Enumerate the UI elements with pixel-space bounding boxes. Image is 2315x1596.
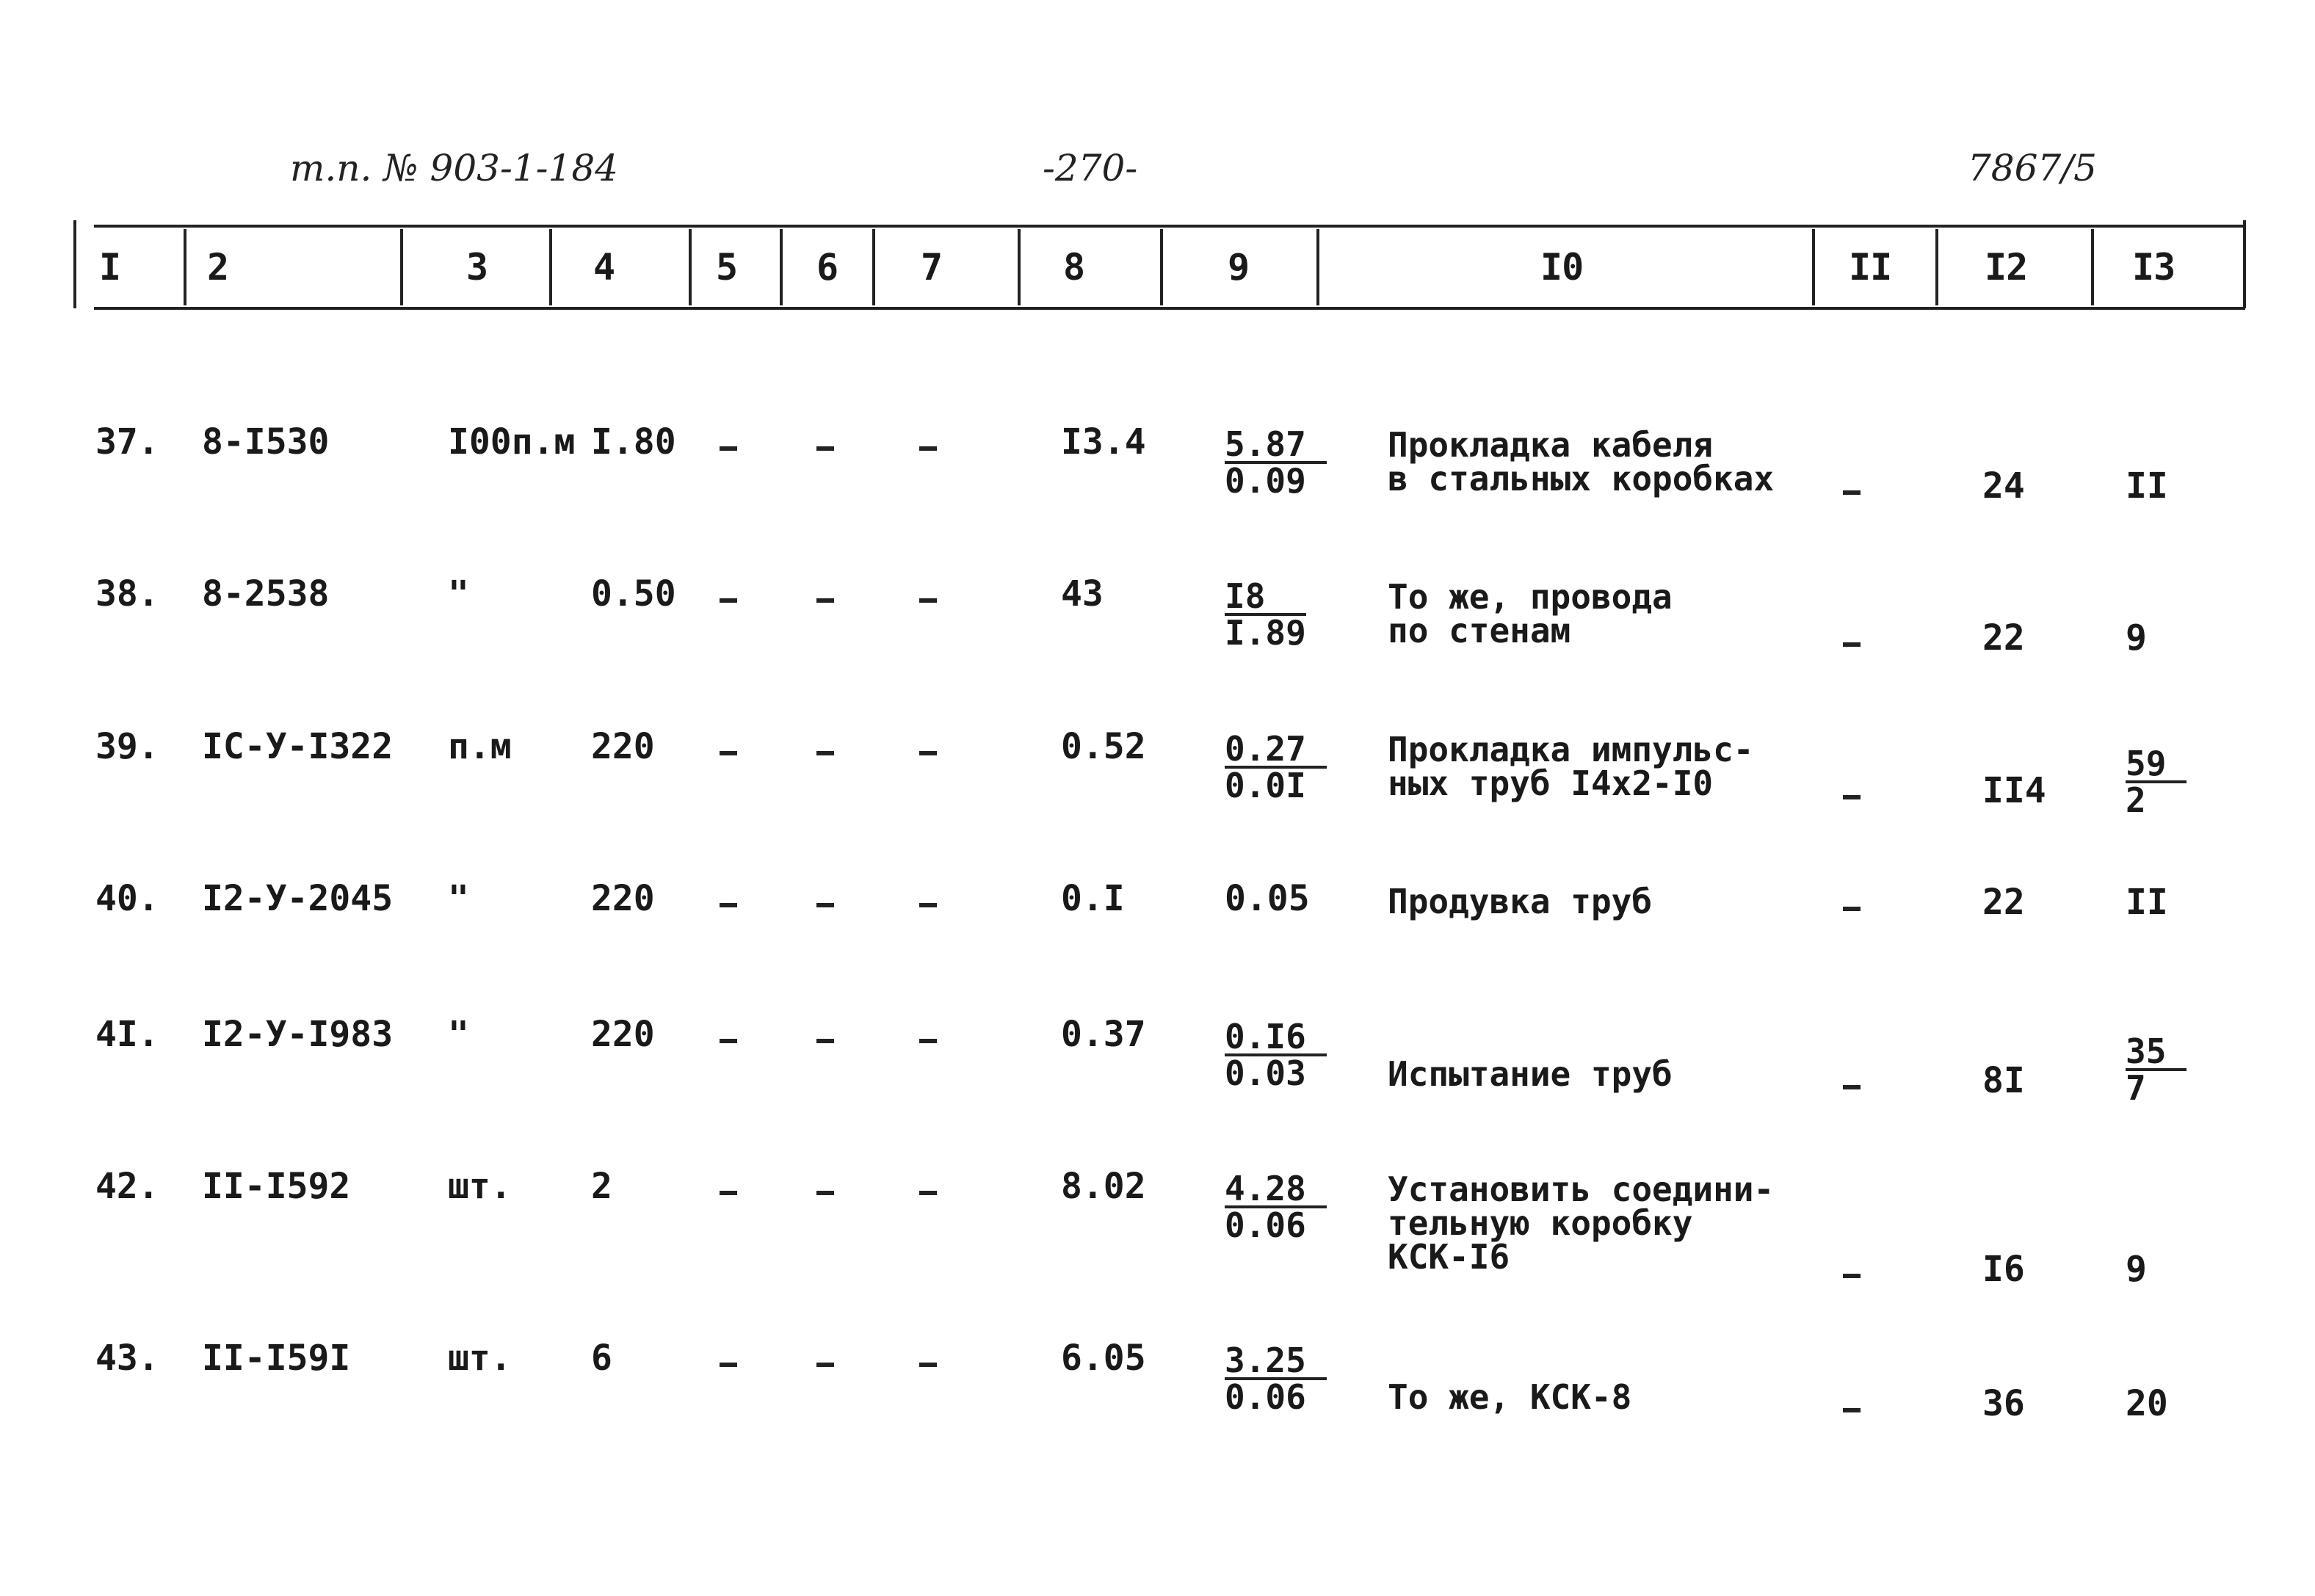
work-description <box>1388 882 1653 921</box>
col9-fraction <box>1225 729 1327 805</box>
quantity: 220 <box>591 878 655 919</box>
description-line: То же, КСК-8 <box>1388 1377 1632 1417</box>
quantity: 6 <box>591 1338 612 1379</box>
col5-dash <box>720 1191 737 1195</box>
col13-value: 20 <box>2126 1383 2168 1424</box>
col8-value: 8.02 <box>1061 1166 1146 1207</box>
col7-dash <box>919 1191 937 1195</box>
header-column-divider <box>1316 229 1319 305</box>
col11-dash <box>1843 907 1861 911</box>
fraction-denominator: 0.03 <box>1225 1053 1306 1093</box>
header-column-divider <box>549 229 552 305</box>
column-header: II <box>1849 246 1892 289</box>
row-number: 39. <box>95 726 159 767</box>
fraction-denominator: 0.06 <box>1225 1377 1306 1417</box>
quantity: 220 <box>591 1014 655 1055</box>
document-code: 7867/5 <box>1968 147 2097 189</box>
fraction-denominator: 0.09 <box>1225 461 1306 501</box>
work-description <box>1388 1169 1775 1277</box>
header-column-divider <box>400 229 403 305</box>
col8-value: 6.05 <box>1061 1338 1146 1379</box>
fraction-denominator: 0.0I <box>1225 766 1306 805</box>
header-column-divider <box>1935 229 1938 305</box>
unit: п.м <box>448 726 512 767</box>
fraction-numerator: 35 <box>2126 1034 2187 1071</box>
col7-dash <box>919 903 937 907</box>
col6-dash <box>816 1191 834 1195</box>
description-line: в стальных коробках <box>1388 459 1775 498</box>
col13-value: II <box>2126 465 2168 507</box>
column-header: 4 <box>593 246 615 289</box>
row-number: 38. <box>95 573 159 614</box>
col11-dash <box>1843 1085 1861 1089</box>
work-description <box>1388 730 1754 803</box>
col7-dash <box>919 751 937 755</box>
col13-value: II <box>2126 882 2168 923</box>
col6-dash <box>816 446 834 451</box>
col7-dash <box>919 446 937 451</box>
norm-code: 8-I530 <box>202 421 330 463</box>
header-column-divider <box>2243 220 2246 308</box>
project-number: т.п. № 903-1-184 <box>290 147 618 189</box>
header-column-divider <box>73 220 76 308</box>
description-line: Прокладка импульс- <box>1388 730 1754 769</box>
header-top-rule <box>94 225 2245 228</box>
col13-value: 9 <box>2126 1249 2147 1290</box>
col12-value: I6 <box>1982 1249 2025 1290</box>
quantity: 220 <box>591 726 655 767</box>
col6-dash <box>816 598 834 603</box>
description-line: тельную коробку <box>1388 1203 1693 1243</box>
column-header: I2 <box>1985 246 2028 289</box>
col11-dash <box>1843 490 1861 495</box>
unit: " <box>448 1014 469 1055</box>
row-number: 40. <box>95 878 159 919</box>
work-description <box>1388 425 1775 498</box>
col6-dash <box>816 1363 834 1367</box>
column-header: 9 <box>1228 246 1250 289</box>
col9-value: 0.05 <box>1225 878 1310 919</box>
norm-code: I2-У-I983 <box>202 1014 394 1055</box>
unit: I00п.м <box>448 421 576 463</box>
col6-dash <box>816 1039 834 1043</box>
column-header: I3 <box>2132 246 2175 289</box>
page-number: -270- <box>1043 147 1138 189</box>
row-number: 4I. <box>95 1014 159 1055</box>
description-line: ных труб I4х2-I0 <box>1388 763 1714 803</box>
header-column-divider <box>872 229 875 305</box>
unit: " <box>448 878 469 919</box>
norm-code: II-I59I <box>202 1338 351 1379</box>
col11-dash <box>1843 1408 1861 1412</box>
fraction-numerator: 0.27 <box>1225 732 1327 769</box>
unit: шт. <box>448 1166 512 1207</box>
col8-value: I3.4 <box>1061 421 1146 463</box>
col9-fraction <box>1225 576 1306 653</box>
col6-dash <box>816 903 834 907</box>
column-header: I <box>99 246 121 289</box>
col9-fraction <box>1225 1341 1327 1417</box>
column-header: 3 <box>466 246 488 289</box>
col8-value: 0.37 <box>1061 1014 1146 1055</box>
description-line: КСК-I6 <box>1388 1237 1510 1277</box>
col12-value: 36 <box>1982 1383 2025 1424</box>
header-column-divider <box>1812 229 1815 305</box>
fraction-numerator: 0.I6 <box>1225 1020 1327 1056</box>
norm-code: I2-У-2045 <box>202 878 394 919</box>
fraction-numerator: 5.87 <box>1225 427 1327 464</box>
fraction-denominator: 0.06 <box>1225 1205 1306 1245</box>
column-header: 7 <box>921 246 943 289</box>
fraction-numerator: 59 <box>2126 747 2187 783</box>
col13-value: 9 <box>2126 617 2147 659</box>
col13-fraction <box>2126 744 2187 820</box>
unit: " <box>448 573 469 614</box>
header-column-divider <box>780 229 783 305</box>
col7-dash <box>919 598 937 603</box>
col5-dash <box>720 446 737 451</box>
fraction-numerator: 3.25 <box>1225 1343 1327 1380</box>
fraction-numerator: I8 <box>1225 579 1306 616</box>
header-column-divider <box>2091 229 2094 305</box>
col7-dash <box>919 1363 937 1367</box>
column-header: 6 <box>816 246 838 289</box>
description-line: То же, провода <box>1388 577 1673 617</box>
col5-dash <box>720 751 737 755</box>
description-line: Установить соедини- <box>1388 1169 1775 1209</box>
col11-dash <box>1843 642 1861 647</box>
col5-dash <box>720 1039 737 1043</box>
col12-value: 22 <box>1982 617 2025 659</box>
col8-value: 0.52 <box>1061 726 1146 767</box>
fraction-denominator: I.89 <box>1225 613 1306 653</box>
work-description <box>1388 1054 1673 1094</box>
column-header: 8 <box>1063 246 1085 289</box>
header-column-divider <box>1018 229 1021 305</box>
column-header: 5 <box>716 246 738 289</box>
fraction-numerator: 4.28 <box>1225 1172 1327 1208</box>
column-header: I0 <box>1540 246 1584 289</box>
col12-value: 8I <box>1982 1060 2025 1101</box>
col11-dash <box>1843 1274 1861 1278</box>
col13-fraction <box>2126 1031 2187 1108</box>
work-description <box>1388 577 1673 650</box>
quantity: 2 <box>591 1166 612 1207</box>
fraction-denominator: 7 <box>2126 1068 2146 1108</box>
col12-value: II4 <box>1982 770 2046 811</box>
fraction-denominator: 2 <box>2126 780 2146 820</box>
norm-code: II-I592 <box>202 1166 351 1207</box>
col8-value: 0.I <box>1061 878 1125 919</box>
row-number: 42. <box>95 1166 159 1207</box>
col11-dash <box>1843 795 1861 799</box>
col12-value: 22 <box>1982 882 2025 923</box>
col5-dash <box>720 903 737 907</box>
col6-dash <box>816 751 834 755</box>
row-number: 37. <box>95 421 159 463</box>
header-column-divider <box>689 229 692 305</box>
col5-dash <box>720 1363 737 1367</box>
norm-code: IC-У-I322 <box>202 726 394 767</box>
col5-dash <box>720 598 737 603</box>
quantity: 0.50 <box>591 573 676 614</box>
header-bottom-rule <box>94 307 2245 310</box>
col8-value: 43 <box>1061 573 1104 614</box>
col9-fraction <box>1225 424 1327 501</box>
description-line: по стенам <box>1388 611 1571 650</box>
norm-code: 8-2538 <box>202 573 330 614</box>
col7-dash <box>919 1039 937 1043</box>
col12-value: 24 <box>1982 465 2025 507</box>
work-description <box>1388 1377 1632 1417</box>
column-header: 2 <box>207 246 229 289</box>
row-number: 43. <box>95 1338 159 1379</box>
col9-fraction <box>1225 1169 1327 1245</box>
description-line: Продувка труб <box>1388 882 1653 921</box>
description-line: Испытание труб <box>1388 1054 1673 1094</box>
quantity: I.80 <box>591 421 676 463</box>
header-column-divider <box>1160 229 1163 305</box>
unit: шт. <box>448 1338 512 1379</box>
col9-fraction <box>1225 1017 1327 1093</box>
header-column-divider <box>184 229 186 305</box>
description-line: Прокладка кабеля <box>1388 425 1714 465</box>
